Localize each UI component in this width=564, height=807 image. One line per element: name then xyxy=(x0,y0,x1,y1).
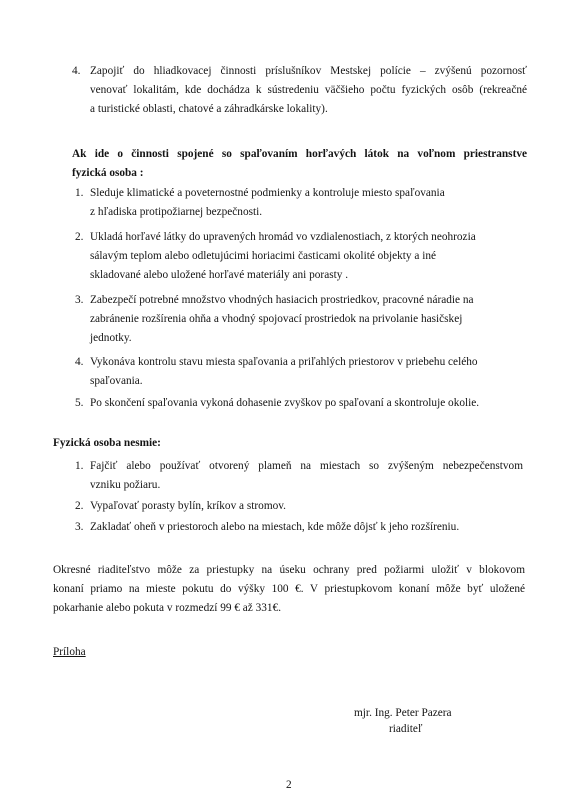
list-item-line: a turistické oblasti, chatové a záhradkárske lokality). xyxy=(90,103,328,115)
paragraph-line: Okresné riaditeľstvo môže za priestupky na úseku ochrany pred požiarmi uložiť v blokovom xyxy=(53,564,525,576)
list-item-number: 2. xyxy=(75,500,84,512)
list-item-number: 4. xyxy=(75,356,84,368)
list-item-line: Vykonáva kontrolu stavu miesta spaľovania a priľahlých priestorov v priebehu celého xyxy=(90,356,478,368)
list-item-line: Ukladá horľavé látky do upravených hromád vo vzdialenostiach, z ktorých neohrozia xyxy=(90,231,476,243)
list-item xyxy=(75,228,476,285)
list-item-line: venovať lokalitám, kde dochádza k sústredeniu väčšieho počtu fyzických osôb (rekreačné xyxy=(90,84,527,96)
list-item-line: Zapojiť do hliadkovacej činnosti príslušníkov Mestskej polície – zvýšenú pozornosť xyxy=(90,65,527,77)
list-item-line: Zabezpečí potrebné množstvo vhodných hasiacich prostriedkov, pracovné náradie na xyxy=(90,294,474,306)
list-item-line: z hľadiska protipožiarnej bezpečnosti. xyxy=(90,206,263,218)
list-item-line: spaľovania. xyxy=(90,375,143,387)
list-item-line: skladované alebo uložené horľavé materiály ani porasty . xyxy=(90,269,349,281)
list-item-line: Fajčiť alebo používať otvorený plameň na miestach so zvýšeným nebezpečenstvom xyxy=(90,460,523,472)
list-item-line: jednotky. xyxy=(90,332,132,344)
section-heading xyxy=(72,145,527,183)
attachment-label: Príloha xyxy=(53,646,86,658)
list-item-number: 2. xyxy=(75,231,84,243)
list-item-number: 3. xyxy=(75,521,84,533)
list-item-line: sálavým teplom alebo odletujúcimi horiacimi časticami okolité objekty a iné xyxy=(90,250,437,262)
section-heading-line: Ak ide o činnosti spojené so spaľovaním horľavých látok na voľnom priestranstve xyxy=(72,148,527,160)
list-item-line: Sleduje klimatické a poveternostné podmienky a kontroluje miesto spaľovania xyxy=(90,187,445,199)
list-item-line: Zakladať oheň v priestoroch alebo na miestach, kde môže dôjsť k jeho rozšíreniu. xyxy=(90,521,460,533)
list-item-line: Po skončení spaľovania vykoná dohasenie zvyškov po spaľovaní a skontroluje okolie. xyxy=(90,397,480,409)
list-item xyxy=(75,518,459,537)
signature-title: riaditeľ xyxy=(389,723,423,735)
list-item xyxy=(75,291,474,348)
page-number: 2 xyxy=(286,779,292,791)
list-item-number: 1. xyxy=(75,460,84,472)
list-item-number: 1. xyxy=(75,187,84,199)
list-item xyxy=(75,497,286,516)
signature-name: mjr. Ing. Peter Pazera xyxy=(354,707,452,719)
list-item xyxy=(75,457,523,495)
list-item xyxy=(75,184,445,222)
list-item-line: Vypaľovať porasty bylín, kríkov a stromov. xyxy=(90,500,286,512)
list-item-number: 3. xyxy=(75,294,84,306)
list-item xyxy=(75,394,479,413)
paragraph-line: pokarhanie alebo pokuta v rozmedzí 99 € až 331€. xyxy=(53,602,282,614)
section-heading: Fyzická osoba nesmie: xyxy=(53,437,161,449)
list-item-line: vzniku požiaru. xyxy=(90,479,161,491)
list-item xyxy=(75,353,478,391)
list-item-number: 4. xyxy=(72,65,81,77)
paragraph-line: konaní priamo na mieste pokutu do výšky 100 €. V priestupkovom konaní môže byť uložené xyxy=(53,583,525,595)
section-heading-line: fyzická osoba : xyxy=(72,167,144,179)
list-item-number: 5. xyxy=(75,397,84,409)
penalty-paragraph xyxy=(53,561,525,618)
list-item-line: zabránenie rozšírenia ohňa a vhodný spojovací prostriedok na privolanie hasičskej xyxy=(90,313,463,325)
list-item xyxy=(72,62,527,119)
